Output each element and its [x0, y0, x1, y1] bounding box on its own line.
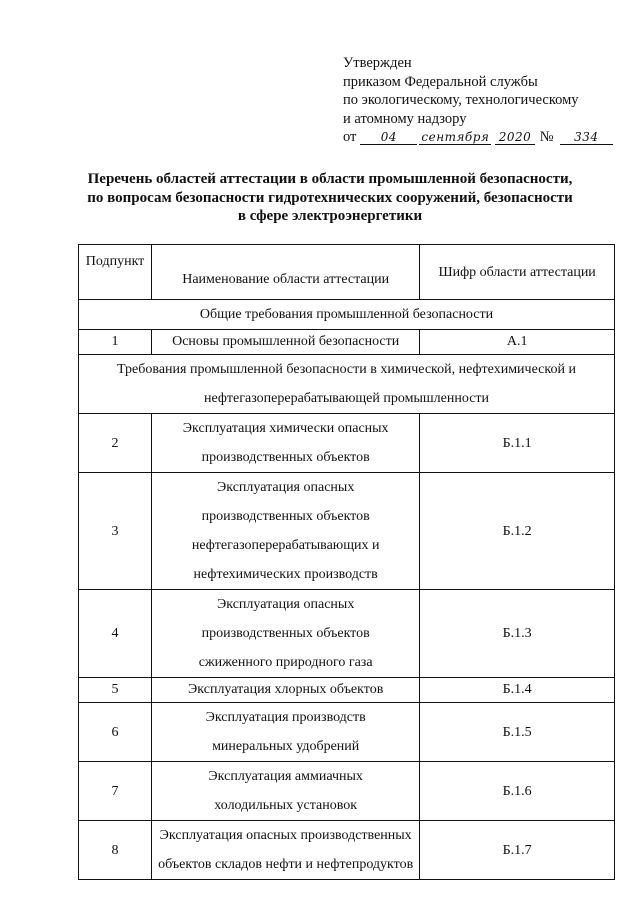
- row-area-code: Б.1.7: [420, 821, 615, 880]
- row-area-code: Б.1.6: [420, 762, 615, 821]
- attestation-areas-table: [78, 244, 615, 880]
- table-row: [79, 473, 615, 590]
- table-row: [79, 590, 615, 678]
- table-row: [79, 414, 615, 473]
- header-subpoint: Подпункт: [79, 245, 152, 300]
- section-row: [79, 355, 615, 414]
- approval-line-2: приказом Федеральной службы: [343, 73, 538, 90]
- handwritten-day: 04: [360, 130, 417, 145]
- table-row: [79, 330, 615, 355]
- header-area-code: Шифр области аттестации: [420, 245, 615, 300]
- table-row: [79, 678, 615, 703]
- row-number: 5: [79, 678, 152, 703]
- row-area-name: Основы промышленной безопасности: [152, 330, 420, 355]
- title-line-1: Перечень областей аттестации в области промышленной безопасности,: [87, 171, 573, 187]
- order-date-line: [343, 128, 613, 147]
- row-area-name: Эксплуатация хлорных объектов: [152, 678, 420, 703]
- row-number: 8: [79, 821, 152, 880]
- row-area-code: Б.1.2: [420, 473, 615, 590]
- row-area-name: Эксплуатация аммиачных холодильных установок: [152, 762, 420, 821]
- document-title: [60, 170, 600, 226]
- approval-line-4: и атомному надзору: [343, 110, 467, 127]
- section-general: Общие требования промышленной безопасности: [79, 300, 615, 330]
- table-row: [79, 703, 615, 762]
- title-line-2: по вопросам безопасности гидротехнических сооружений, безопасности: [87, 189, 573, 206]
- title-line-3: в сфере электроэнергетики: [237, 208, 423, 224]
- date-prefix: от: [343, 129, 357, 145]
- row-number: 1: [79, 330, 152, 355]
- row-area-code: Б.1.4: [420, 678, 615, 703]
- row-area-code: Б.1.5: [420, 703, 615, 762]
- section-row: [79, 300, 615, 330]
- approval-block: [343, 54, 613, 147]
- row-area-code: Б.1.3: [420, 590, 615, 678]
- handwritten-year: 2020: [495, 130, 534, 145]
- row-area-code: А.1: [420, 330, 615, 355]
- row-area-code: Б.1.1: [420, 414, 615, 473]
- header-area-name: Наименование области аттестации: [152, 245, 420, 300]
- row-number: 3: [79, 473, 152, 590]
- row-number: 4: [79, 590, 152, 678]
- approval-line-3: по экологическому, технологическому: [343, 92, 579, 108]
- table-header-row: [79, 245, 615, 300]
- row-number: 6: [79, 703, 152, 762]
- row-area-name: Эксплуатация химически опасных производственных объектов: [152, 414, 420, 473]
- section-chemical: Требования промышленной безопасности в химической, нефтехимической и нефтегазоперерабатывающей промышленности: [79, 355, 615, 414]
- table-row: [79, 762, 615, 821]
- row-area-name: Эксплуатация производств минеральных удобрений: [152, 703, 420, 762]
- approval-line-1: Утвержден: [343, 55, 412, 71]
- row-area-name: Эксплуатация опасных производственных объектов сжиженного природного газа: [152, 590, 420, 678]
- row-number: 2: [79, 414, 152, 473]
- row-area-name: Эксплуатация опасных производственных объектов складов нефти и нефтепродуктов: [152, 821, 420, 880]
- table-row: [79, 821, 615, 880]
- row-area-name: Эксплуатация опасных производственных объектов нефтегазоперерабатывающих и нефтехимических производств: [152, 473, 420, 590]
- handwritten-month: сентября: [421, 130, 490, 144]
- row-number: 7: [79, 762, 152, 821]
- number-label: №: [539, 129, 554, 145]
- handwritten-order-number: 334: [560, 130, 613, 145]
